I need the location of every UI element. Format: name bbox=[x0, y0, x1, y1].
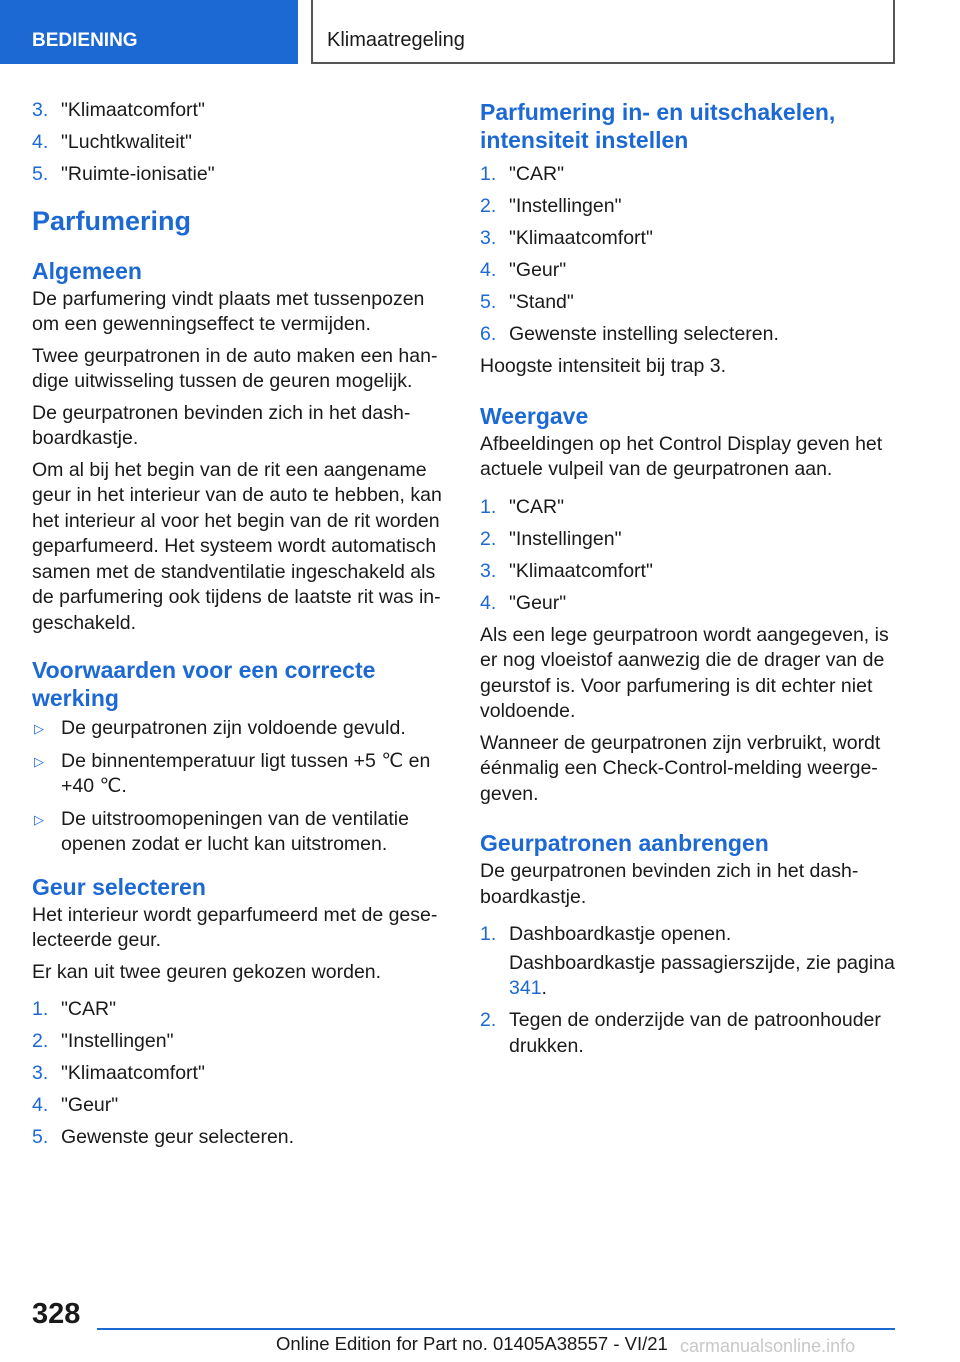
list-item: 1. "CAR" bbox=[480, 163, 565, 185]
list-item: 3. "Klimaatcomfort" bbox=[480, 227, 653, 249]
heading-parfumering: Parfumering bbox=[32, 205, 192, 236]
heading-geurpatronen-aanbrengen: Geurpatronen aanbrengen bbox=[480, 830, 769, 856]
header-chapter-label: Klimaatregeling bbox=[327, 29, 465, 51]
list-item: 2. Tegen de onderzijde van de patroonhouder drukken. bbox=[480, 1009, 881, 1057]
list-item: 3. "Klimaatcomfort" bbox=[480, 559, 653, 582]
list-item: 1. "CAR" bbox=[480, 495, 565, 518]
aanbrengen-steps bbox=[480, 922, 900, 1059]
list-item: ▷ De binnentemperatuur ligt tussen +5 ℃ en +40 ℃. bbox=[34, 749, 431, 797]
header-section-label: BEDIENING bbox=[32, 30, 138, 51]
list-item: 2. "Instellingen" bbox=[480, 527, 622, 550]
paragraph: Twee geurpatronen in de auto maken een handige uitwisseling tussen de geuren mogelijk. bbox=[32, 344, 438, 392]
page-number: 328 bbox=[32, 1298, 81, 1330]
list-item: 4. "Geur" bbox=[480, 259, 567, 281]
heading-voorwaarden: Voorwaarden voor een correcte werking bbox=[32, 657, 376, 711]
right-column bbox=[480, 98, 900, 1066]
paragraph: Afbeeldingen op het Control Display geven het actuele vulpeil van de geurpatronen aan. bbox=[480, 432, 883, 480]
watermark: carmanualsonline.info bbox=[680, 1336, 856, 1356]
paragraph: De parfumering vindt plaats met tussenpozen om een gewenningseffect te vermijden. bbox=[32, 287, 425, 335]
inuit-steps bbox=[480, 162, 900, 348]
voorwaarden-list bbox=[32, 716, 452, 858]
paragraph: Hoogste intensiteit bij trap 3. bbox=[480, 355, 727, 377]
paragraph: Er kan uit twee geuren gekozen worden. bbox=[32, 960, 382, 983]
weergave-steps bbox=[480, 495, 900, 617]
list-item: 1. "CAR" bbox=[32, 998, 117, 1020]
heading-geur-selecteren: Geur selecteren bbox=[32, 873, 206, 900]
paragraph: Om al bij het begin van de rit een aangename geur in het interieur van de auto te hebben, kan het interieur al voor het begin van de rit worden geparfumeerd. Het systeem wordt automatisch samen met de standventilatie ingeschakeld als de parfumering ook tijdens de laatste rit was ingeschakeld. bbox=[32, 458, 442, 634]
list-item: ▷ De uitstroomopeningen van de ventilatie openen zodat er lucht kan uitstromen. bbox=[34, 807, 409, 855]
list-item: 4. "Luchtkwaliteit" bbox=[32, 131, 192, 153]
list-item: 2. "Instellingen" bbox=[32, 1030, 174, 1052]
heading-weergave: Weergave bbox=[480, 402, 589, 429]
list-item: 1. Dashboardkastje openen. Dashboardkastje passagierszijde, zie pagina 341. bbox=[480, 922, 900, 1002]
paragraph: De geurpatronen bevinden zich in het dashboardkastje. bbox=[480, 860, 859, 908]
heading-algemeen: Algemeen bbox=[32, 257, 142, 284]
paragraph: Het interieur wordt geparfumeerd met de geselecteerde geur. bbox=[32, 903, 438, 951]
footer-divider bbox=[97, 1328, 895, 1330]
triangle-bullet-icon: ▷ bbox=[34, 811, 44, 827]
list-item: 6. Gewenste instelling selecteren. bbox=[480, 323, 779, 345]
paragraph: Wanneer de geurpatronen zijn verbruikt, wordt éénmalig een Check-Control-melding weergegeven. bbox=[480, 731, 881, 805]
page-link[interactable]: 341 bbox=[509, 977, 542, 999]
paragraph: Als een lege geurpatroon wordt aangegeven, is er nog vloeistof aanwezig die de drager van de geurstof is. Voor parfumering is dit echter niet voldoende. bbox=[480, 623, 889, 722]
list-item: 4. "Geur" bbox=[32, 1094, 119, 1116]
list-item: 3. "Klimaatcomfort" bbox=[32, 99, 205, 121]
list-item: 2. "Instellingen" bbox=[480, 195, 622, 217]
list-item: ▷ De geurpatronen zijn voldoende gevuld. bbox=[32, 716, 452, 742]
geur-steps bbox=[32, 997, 452, 1151]
heading-in-uitschakelen: Parfumering in- en uitschakelen, intensiteit instellen bbox=[480, 99, 836, 153]
left-column bbox=[32, 98, 452, 1157]
list-item: 5. "Stand" bbox=[480, 291, 574, 313]
triangle-bullet-icon: ▷ bbox=[34, 753, 44, 769]
header-chapter-tab bbox=[311, 0, 895, 64]
list-item: 4. "Geur" bbox=[480, 591, 567, 614]
list-item: 5. "Ruimte-ionisatie" bbox=[32, 163, 215, 185]
step-note: Dashboardkastje passagierszijde, zie pagina 341. bbox=[509, 951, 895, 999]
footer-edition: Online Edition for Part no. 01405A38557 - VI/21 bbox=[276, 1333, 668, 1354]
triangle-bullet-icon: ▷ bbox=[34, 721, 44, 736]
paragraph: De geurpatronen bevinden zich in het dashboardkastje. bbox=[32, 401, 411, 449]
header-section-tab bbox=[0, 0, 298, 64]
continued-list bbox=[32, 98, 452, 188]
list-item: 3. "Klimaatcomfort" bbox=[32, 1062, 205, 1084]
list-item: 5. Gewenste geur selecteren. bbox=[32, 1126, 295, 1148]
